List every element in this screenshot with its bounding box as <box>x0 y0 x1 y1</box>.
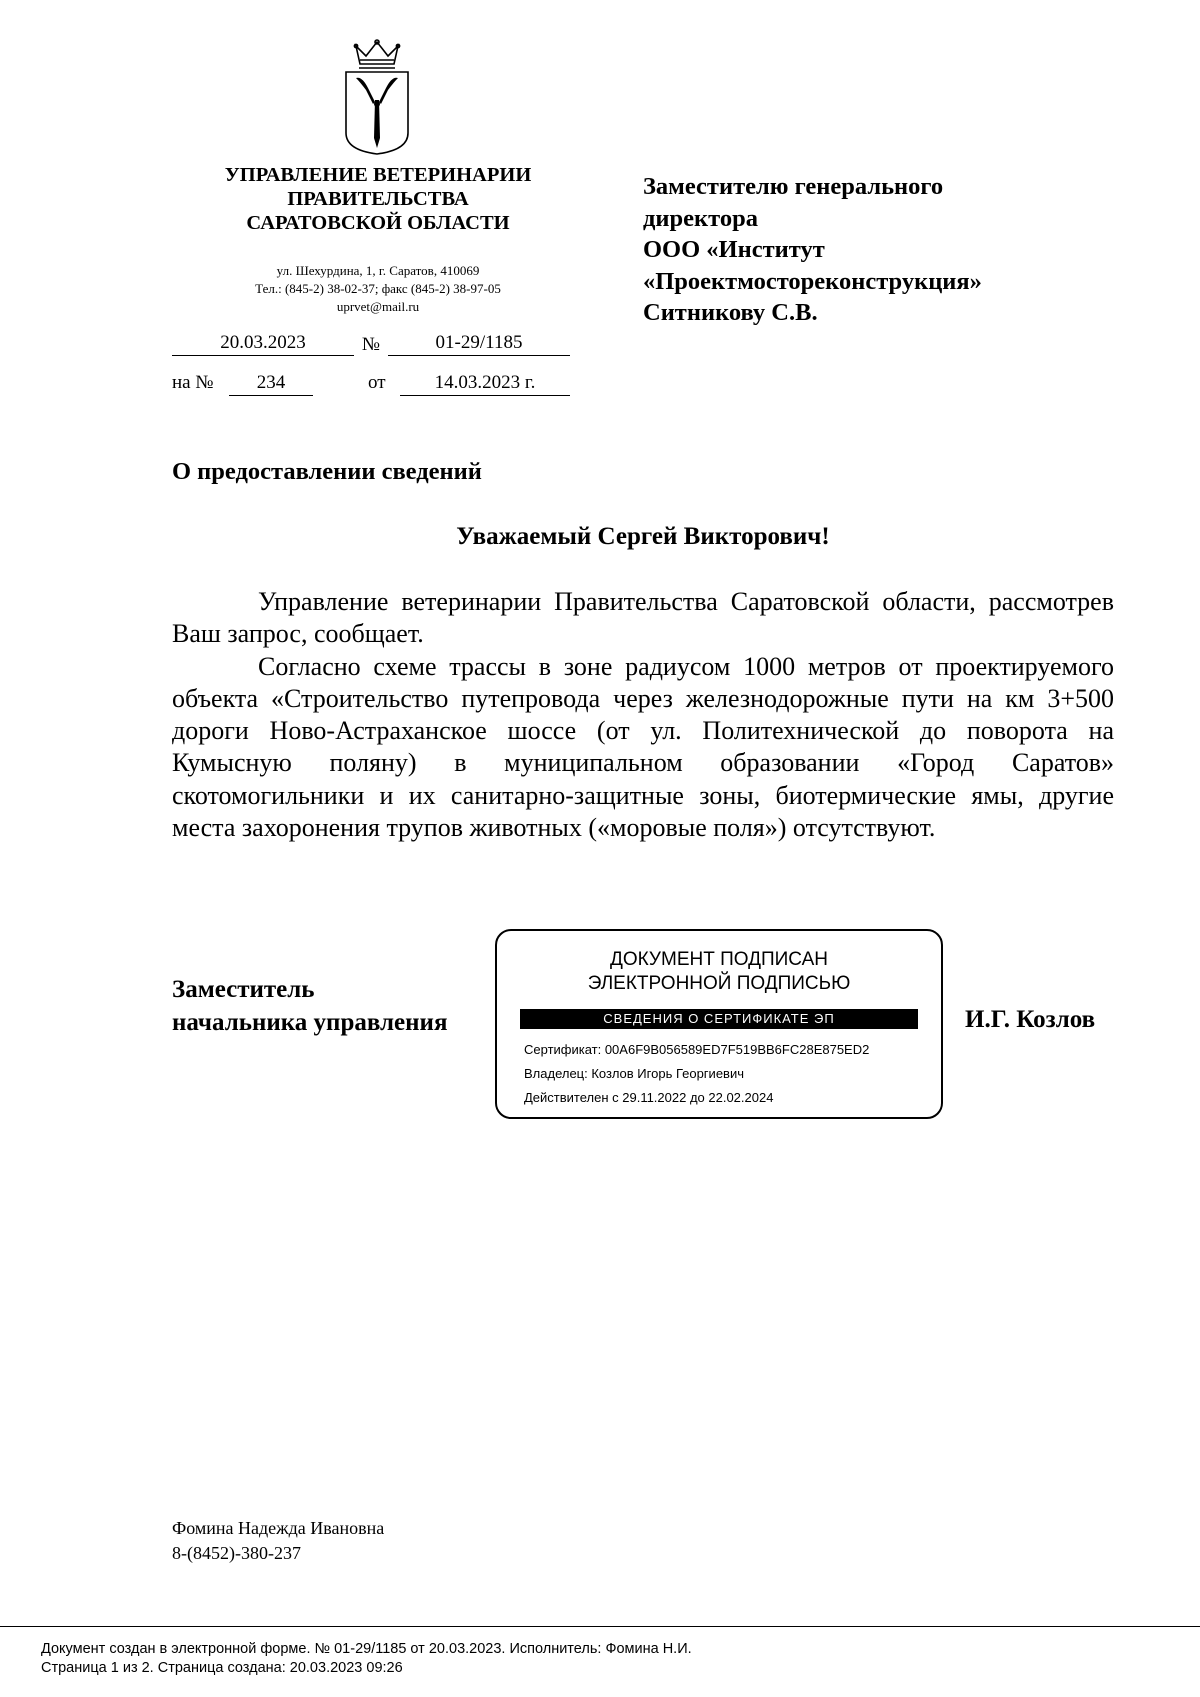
executor-info <box>172 1516 384 1566</box>
sender-email: uprvet@mail.ru <box>336 299 420 314</box>
signer-position <box>172 973 448 1039</box>
stamp-title-line: ДОКУМЕНТ ПОДПИСАН <box>610 949 828 970</box>
addressee-line: Заместителю генерального <box>643 173 944 200</box>
reply-number-prefix: на № <box>172 372 214 393</box>
body-paragraph: Согласно схеме трассы в зоне радиусом 1000 метров от проектируемого объекта «Строительство путепровода через железнодорожные пути на км 3+500 дороги Ново-Астраханское шоссе (от ул. Политехнической до поворота на Кумысную поляну) в муниципальном образовании «Город Саратов» скотомогильники и их санитарно-защитные зоны, биотермические ямы, другие места захоронения трупов животных («моровые поля») отсутствуют. <box>172 651 1114 843</box>
outgoing-date: 20.03.2023 <box>172 331 354 356</box>
certificate-validity: Действителен с 29.11.2022 до 22.02.2024 <box>524 1090 774 1105</box>
footer-line: Страница 1 из 2. Страница создана: 20.03.2023 09:26 <box>41 1660 403 1676</box>
addressee-line: ООО «Институт <box>643 236 825 263</box>
reply-date: 14.03.2023 г. <box>400 371 570 396</box>
certificate-serial: Сертификат: 00A6F9B056589ED7F519BB6FC28E875ED2 <box>524 1042 870 1057</box>
e-signature-stamp <box>495 929 943 1119</box>
signer-name: И.Г. Козлов <box>965 1006 1096 1033</box>
addressee-line: директора <box>643 204 758 232</box>
executor-name: Фомина Надежда Ивановна <box>172 1518 385 1538</box>
reply-reference-line <box>172 371 572 401</box>
reply-number: 234 <box>229 371 313 396</box>
signer-position-line: начальника управления <box>172 1009 448 1036</box>
sender-phones: Тел.: (845-2) 38-02-37; факс (845-2) 38-97-05 <box>255 281 501 296</box>
certificate-info-bar: СВЕДЕНИЯ О СЕРТИФИКАТЕ ЭП <box>520 1009 918 1029</box>
registration-line <box>172 331 572 361</box>
stamp-title-line: ЭЛЕКТРОННОЙ ПОДПИСЬЮ <box>587 973 851 994</box>
sender-address: ул. Шехурдина, 1, г. Саратов, 410069 <box>276 263 480 278</box>
document-footer <box>41 1640 692 1678</box>
outgoing-number: 01-29/1185 <box>388 331 570 356</box>
number-sign: № <box>361 334 381 355</box>
certificate-owner: Владелец: Козлов Игорь Георгиевич <box>524 1066 744 1081</box>
letter-subject: О предоставлении сведений <box>172 458 482 485</box>
footer-line: Документ создан в электронной форме. № 01-29/1185 от 20.03.2023. Исполнитель: Фомина Н.И. <box>41 1641 692 1657</box>
signer-position-line: Заместитель <box>172 976 315 1003</box>
body-paragraph: Управление ветеринарии Правительства Саратовской области, рассмотрев Ваш запрос, сообщает. <box>172 587 1114 649</box>
stamp-title <box>497 948 941 996</box>
org-name-line: ПРАВИТЕЛЬСТВА <box>287 188 469 210</box>
addressee-line: Ситникову С.В. <box>643 299 818 326</box>
org-name-line: УПРАВЛЕНИЕ ВЕТЕРИНАРИИ <box>224 164 532 186</box>
org-name-line: САРАТОВСКОЙ ОБЛАСТИ <box>246 212 510 234</box>
footer-divider <box>0 1626 1200 1627</box>
sender-organization <box>168 163 588 235</box>
addressee <box>643 171 1113 329</box>
letter-body <box>172 586 1114 844</box>
salutation: Уважаемый Сергей Викторович! <box>456 523 830 550</box>
addressee-line: «Проектмостореконструкция» <box>643 267 982 295</box>
sender-contacts <box>168 262 588 316</box>
saratov-coat-of-arms-icon <box>342 38 412 156</box>
executor-phone: 8-(8452)-380-237 <box>172 1543 301 1563</box>
reply-from-label: от <box>368 372 386 393</box>
